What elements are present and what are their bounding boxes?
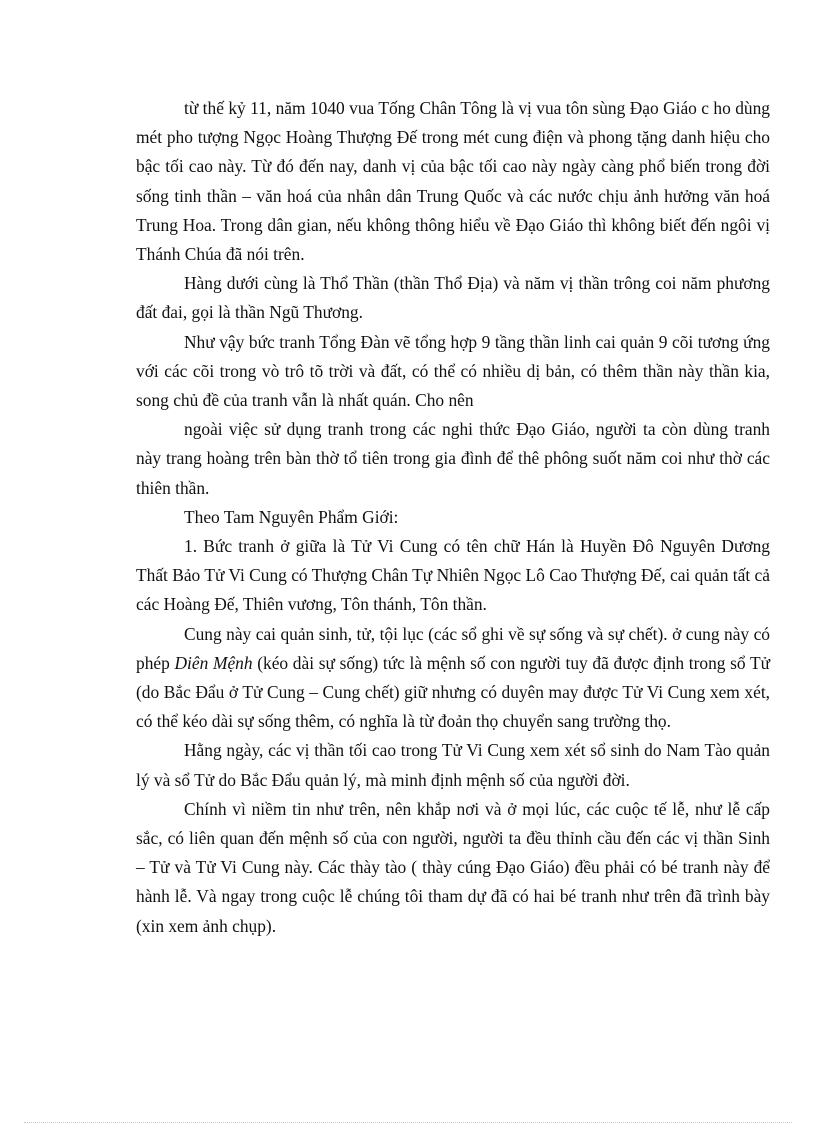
paragraph-tong-dan: Như vậy bức tranh Tổng Đàn vẽ tổng hợp 9 tầng thần linh cai quản 9 cõi tương ứng với các cõi trong vò trô tõ trời và đất, có thể có nhiều dị bản, có thêm thần này thần kia, song chủ đề của tranh vẫn là nhất quán. Cho nên [136, 331, 770, 411]
body-text [136, 94, 770, 941]
paragraph-continuation: từ thế kỷ 11, năm 1040 vua Tống Chân Tông là vị vua tôn sùng Đạo Giáo c ho dùng mét pho tượng Ngọc Hoàng Thượng Đế trong mét cung điện và phong tặng danh hiệu cho bậc tối cao này. Từ đó đến nay, danh vị của bậc tối cao này ngày càng phổ biến trong đời sống tinh thần – văn hoá của nhân dân Trung Quốc và các nước chịu ảnh hưởng văn hoá Trung Hoa. Trong dân gian, nếu không thông hiểu về Đạo Giáo thì không biết đến ngôi vị Thánh Chúa đã nói trên. [136, 98, 770, 265]
emphasis-dien-menh: Diên Mệnh [174, 652, 253, 673]
paragraph-hang-ngay: Hằng ngày, các vị thần tối cao trong Tử Vi Cung xem xét sổ sinh do Nam Tào quản lý và sổ Tử do Bắc Đẩu quản lý, mà minh định mệnh số của người đời. [136, 740, 770, 790]
paragraph-dien-menh [136, 620, 770, 737]
text-run: (kéo dài sự sống) tức là mệnh số con người tuy đã được định trong sổ Tử (do Bắc Đẩu ở Tử Cung – Cung chết) giữ nhưng có duyên may được Tử Vi Cung xem xét, có thể kéo dài sự sống thêm, có nghĩa là từ đoản thọ chuyển sang trường thọ. [136, 652, 770, 732]
paragraph-tho-than: Hàng dưới cùng là Thổ Thần (thần Thổ Địa) và năm vị thần trông coi năm phương đất đai, gọi là thần Ngũ Thương. [136, 273, 770, 323]
paragraph-chinh-vi: Chính vì niềm tin như trên, nên khắp nơi và ở mọi lúc, các cuộc tế lễ, như lễ cấp sắc, có liên quan đến mệnh số của con người, người ta đều thỉnh cầu đến các vị thần Sinh – Tử và Tử Vi Cung này. Các thày tào ( thày cúng Đạo Giáo) đều phải có bé tranh này để hành lễ. Và ngay trong cuộc lễ chúng tôi tham dự đã có hai bé tranh như trên đã trình bày (xin xem ảnh chụp). [136, 798, 770, 936]
paragraph-nghi-thuc: ngoài việc sử dụng tranh trong các nghi thức Đạo Giáo, người ta còn dùng tranh này trang hoàng trên bàn thờ tổ tiên trong gia đình để thê phông suốt năm coi như thờ các thiên thần. [136, 419, 770, 498]
text-run: Cung này cai quản sinh, tử, tội lục (các sổ ghi về sự sống và sự chết). ở cung này có phép [136, 623, 770, 673]
paragraph-tu-vi-cung: 1. Bức tranh ở giữa là Tử Vi Cung có tên chữ Hán là Huyền Đô Nguyên Dương Thất Bảo Tử Vi Cung có Thượng Chân Tự Nhiên Ngọc Lô Cao Thượng Đế, cai quản tất cả các Hoàng Đế, Thiên vương, Tôn thánh, Tôn thần. [136, 536, 770, 615]
paragraph-tam-nguyen-heading: Theo Tam Nguyên Phẩm Giới: [184, 506, 399, 527]
